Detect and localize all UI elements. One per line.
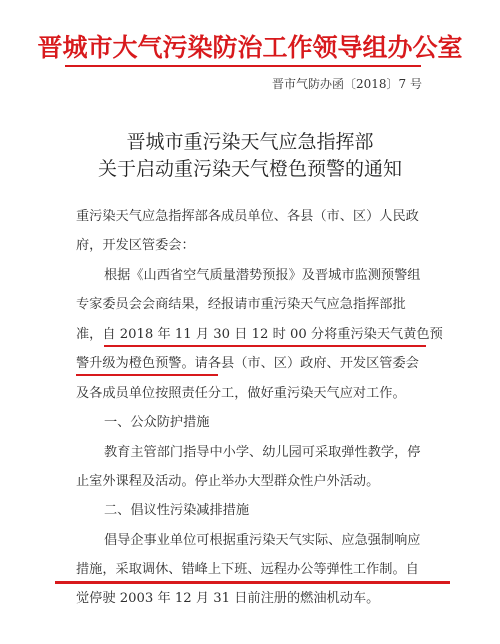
body-line: 根据《山西省空气质量潜势预报》及晋城市监测预警组 — [104, 268, 421, 283]
highlight-underline — [76, 374, 218, 376]
body-line: 警升级为橙色预警。请各县（市、区）政府、开发区管委会 — [76, 356, 419, 371]
body-line: 专家委员会会商结果，经报请市重污染天气应急指挥部批 — [76, 297, 406, 312]
body-line: 及各成员单位按照责任分工，做好重污染天气应对工作。 — [76, 386, 406, 401]
body-line: 府，开发区管委会： — [76, 238, 195, 253]
highlight-underline — [104, 345, 426, 347]
body-line: 觉停驶 2003 年 12 月 31 日前注册的燃油机动车。 — [76, 591, 380, 606]
notice-title-line-1: 晋城市重污染天气应急指挥部 — [126, 131, 374, 153]
bottom-red-rule — [55, 581, 450, 584]
body-line: 措施，采取调休、错峰上下班、远程办公等弹性工作制。自 — [76, 562, 419, 577]
body-line: 准，自 2018 年 11 月 30 日 12 时 00 分将重污染天气黄色预 — [76, 327, 443, 342]
body-line: 止室外课程及活动。停止举办大型群众性户外活动。 — [76, 474, 380, 489]
body-line: 教育主管部门指导中小学、幼儿园可采取弹性教学，停 — [104, 445, 421, 460]
office-header: 晋城市大气污染防治工作领导组办公室 — [37, 33, 463, 62]
body-line: 重污染天气应急指挥部各成员单位、各县（市、区）人民政 — [76, 209, 419, 224]
section-heading: 一、公众防护措施 — [104, 415, 210, 430]
section-heading: 二、倡议性污染减排措施 — [104, 503, 250, 518]
notice-title-line-2: 关于启动重污染天气橙色预警的通知 — [97, 158, 402, 180]
body-line: 倡导企事业单位可根据重污染天气实际、应急强制响应 — [104, 533, 421, 548]
document-number: 晋市气防办函〔2018〕7 号 — [272, 77, 422, 91]
header-red-rule — [65, 65, 421, 67]
